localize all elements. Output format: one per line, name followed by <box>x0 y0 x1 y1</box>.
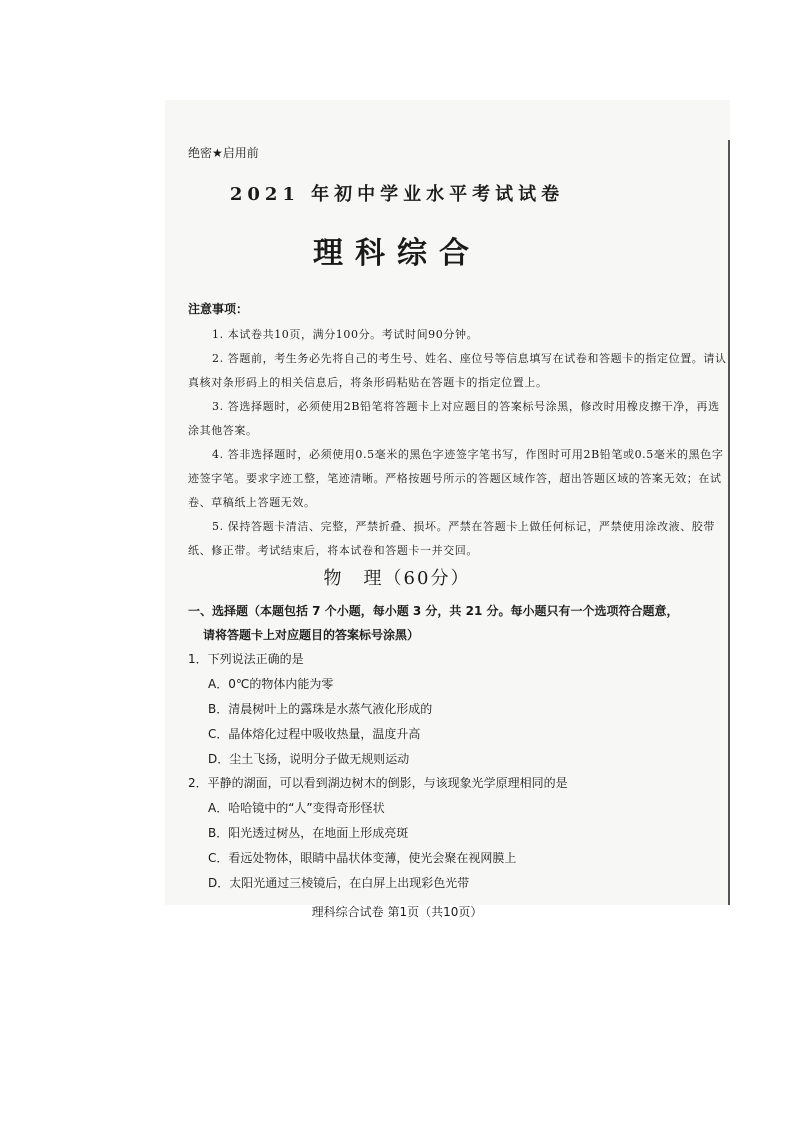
question-1-option-d: D．尘土飞扬，说明分子做无规则运动 <box>208 752 410 766</box>
exam-title: 2021 年初中学业水平考试试卷 <box>229 184 565 205</box>
question-2-option-b: B．阳光透过树丛，在地面上形成亮斑 <box>208 826 409 840</box>
choice-section-heading-cont: 请将答题卡上对应题目的答案标号涂黑） <box>203 628 420 642</box>
question-1-option-a: A．0℃的物体内能为零 <box>208 677 334 691</box>
choice-section-heading: 一、选择题（本题包括 7 个小题，每小题 3 分，共 21 分。每小题只有一个选项符合题意， <box>188 604 679 618</box>
secret-label: 绝密★启用前 <box>188 146 259 160</box>
notice-item-2: 2. 答题前，考生务必先将自己的考生号、姓名、座位号等信息填写在试卷和答题卡的指定位置。请认真核对条形码上的相关信息后，将条形码粘贴在答题卡的指定位置上。 <box>188 352 727 389</box>
physics-section-title: 物 理（60分） <box>323 568 471 589</box>
exam-subject: 理科综合 <box>313 236 481 271</box>
notice-item-1: 1. 本试卷共10页，满分100分。考试时间90分钟。 <box>212 328 479 341</box>
question-1-option-b: B．清晨树叶上的露珠是水蒸气液化形成的 <box>208 702 433 716</box>
notice-heading: 注意事项： <box>188 302 249 316</box>
notice-item-4: 4. 答非选择题时，必须使用0.5毫米的黑色字迹签字笔书写，作图时可用2B铅笔或0.5毫米的黑色字迹签字笔。要求字迹工整，笔迹清晰。严格按题号所示的答题区域作答，超出答题区域的答案无效；在试卷、草稿纸上答题无效。 <box>188 448 724 509</box>
notice-item-3: 3. 答选择题时，必须使用2B铅笔将答题卡上对应题目的答案标号涂黑，修改时用橡皮擦干净，再选涂其他答案。 <box>188 400 720 437</box>
question-2-option-d: D．太阳光通过三棱镜后，在白屏上出现彩色光带 <box>208 876 470 890</box>
page-footer: 理科综合试卷 第1页（共10页） <box>311 905 483 919</box>
question-2-stem: 2．平静的湖面，可以看到湖边树木的倒影，与该现象光学原理相同的是 <box>188 776 568 790</box>
notice-item-5: 5. 保持答题卡清洁、完整，严禁折叠、损坏。严禁在答题卡上做任何标记，严禁使用涂改液、胶带纸、修正带。考试结束后，将本试卷和答题卡一并交回。 <box>188 520 715 557</box>
question-2-option-c: C．看远处物体，眼睛中晶状体变薄，使光会聚在视网膜上 <box>208 851 517 865</box>
question-1-stem: 1．下列说法正确的是 <box>188 652 304 666</box>
question-2-option-a: A．哈哈镜中的“人”变得奇形怪状 <box>208 801 385 815</box>
question-1-option-c: C．晶体熔化过程中吸收热量，温度升高 <box>208 727 421 741</box>
